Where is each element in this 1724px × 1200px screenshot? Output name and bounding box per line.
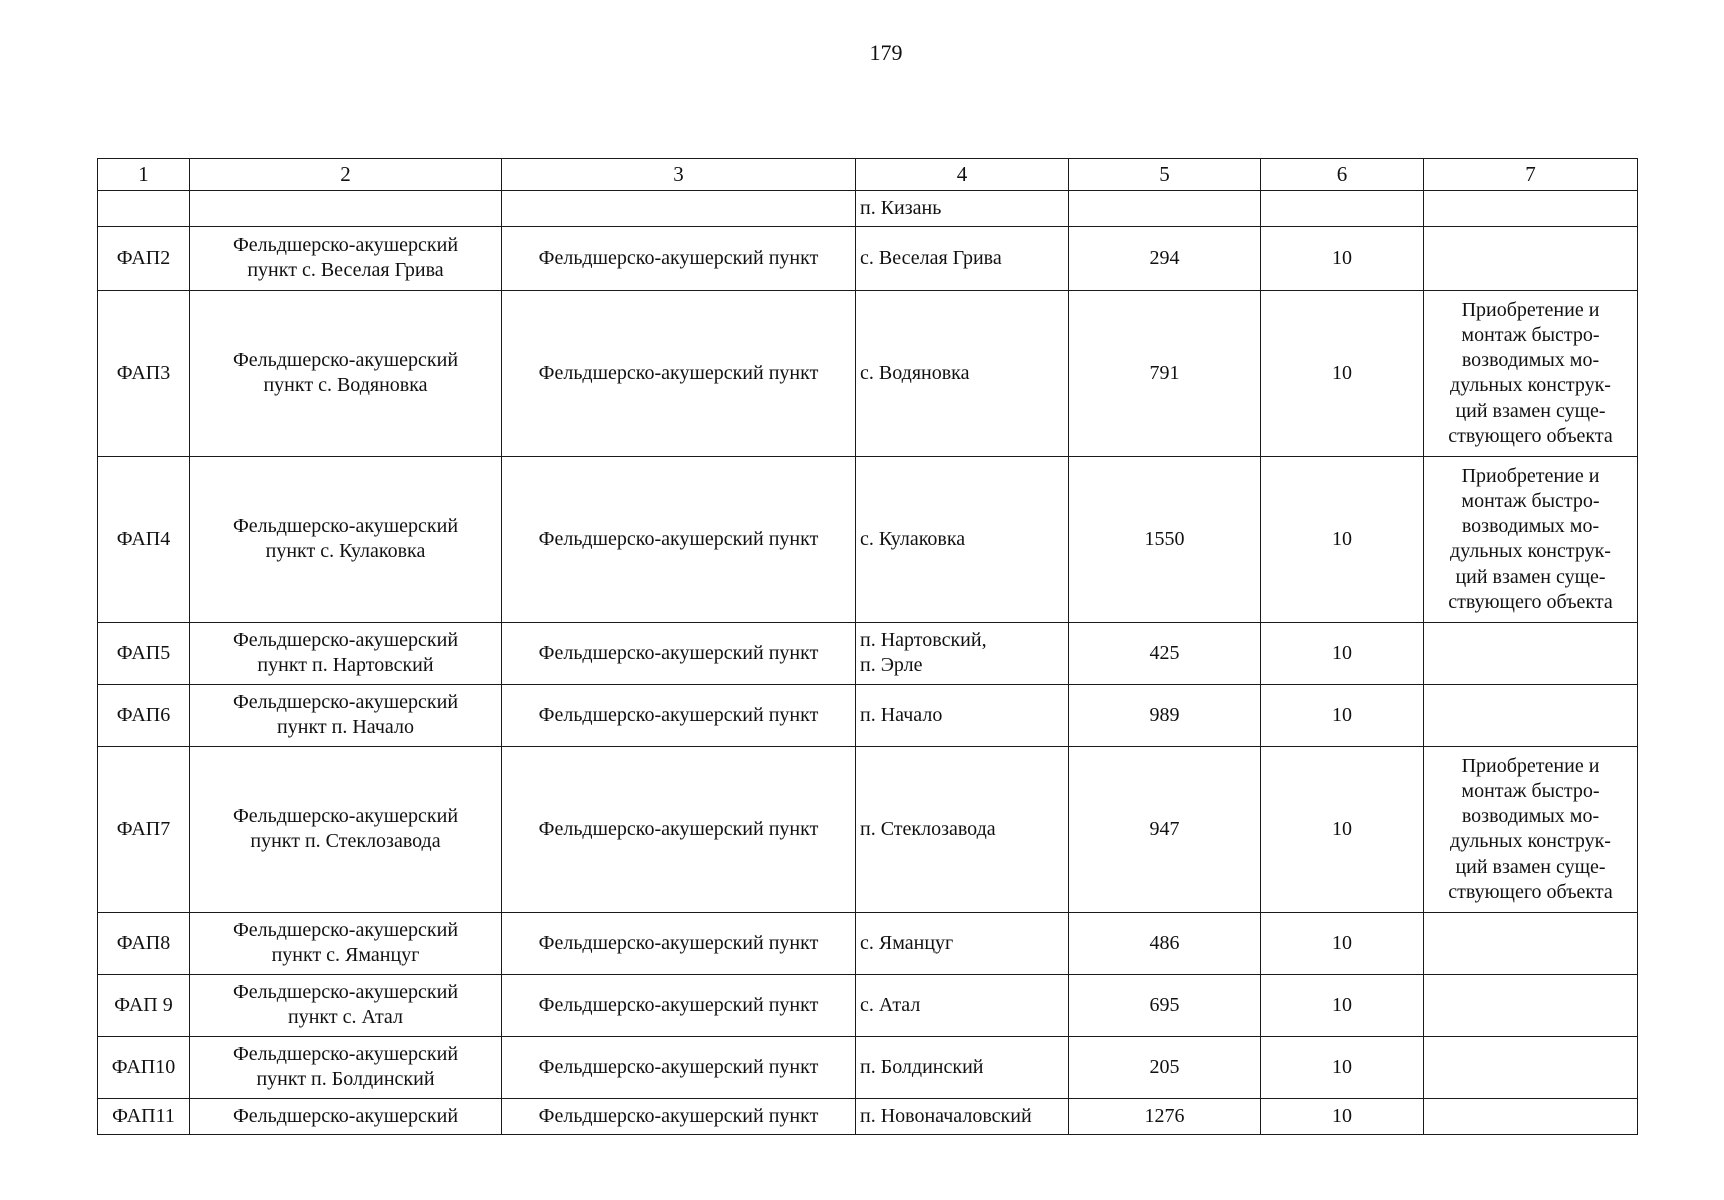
location-cell-line: п. Стеклозавода [860,817,996,840]
col6-cell [1261,622,1424,684]
cell-empty [1261,190,1424,226]
note-cell-line: монтаж быстро- [1461,780,1600,802]
location-cell [856,1036,1069,1098]
population-cell-line: 989 [1149,703,1180,726]
continuation-row [98,190,1638,226]
population-cell-line: 425 [1149,641,1180,664]
col6-cell-line: 10 [1332,361,1352,384]
note-cell-line: Приобретение и [1461,464,1600,487]
type-cell-line: Фельдшерско-акушерский пункт [538,1104,819,1127]
note-cell-line: Приобретение и [1461,298,1600,321]
population-cell-line: 486 [1149,931,1180,954]
note-cell-line: дульных конструк- [1450,374,1611,397]
code-cell [98,290,190,456]
note-cell [1424,746,1638,912]
population-cell [1069,974,1261,1036]
col6-cell [1261,912,1424,974]
location-cell-line: п. Нартовский, [860,628,987,651]
note-cell-line: ций взамен суще- [1455,565,1606,588]
location-cell-line: п. Новоначаловский [860,1104,1032,1127]
location-cell-line: с. Веселая Грива [860,246,1002,269]
code-cell-line: ФАП10 [111,1055,176,1078]
column-header: 3 [502,159,856,191]
type-cell-line: Фельдшерско-акушерский пункт [538,993,819,1016]
col6-cell [1261,1098,1424,1134]
name-cell-line: пункт п. Нартовский [257,654,434,677]
location-cell [856,684,1069,746]
col6-cell [1261,456,1424,622]
type-cell-line: Фельдшерско-акушерский пункт [538,361,819,384]
note-cell-line: ствующего объекта [1448,590,1613,613]
type-cell [502,684,856,746]
type-cell-line: Фельдшерско-акушерский пункт [538,1055,819,1078]
cell-empty [502,190,856,226]
name-cell [190,746,502,912]
code-cell-line: ФАП5 [116,641,171,664]
cell-empty [1424,190,1638,226]
col6-cell-line: 10 [1332,703,1352,726]
col6-cell-line: 10 [1332,1055,1352,1078]
name-cell-line: пункт п. Стеклозавода [250,830,441,853]
location-cell [856,622,1069,684]
name-cell-line: пункт с. Веселая Грива [247,259,444,282]
cell-empty [98,190,190,226]
location-cell [856,912,1069,974]
location-cell [856,290,1069,456]
note-cell-line: ций взамен суще- [1455,855,1606,878]
facilities-table [97,158,1638,1135]
note-cell-line: дульных конструк- [1450,830,1611,853]
type-cell [502,974,856,1036]
type-cell [502,746,856,912]
note-cell-line: монтаж быстро- [1461,490,1600,512]
location-cell: п. Кизань [856,190,1069,226]
table-row [98,456,1638,622]
code-cell-line: ФАП7 [116,817,171,840]
type-cell [502,912,856,974]
name-cell-line: пункт с. Яманцуг [271,944,420,967]
type-cell [502,290,856,456]
note-cell-line: дульных конструк- [1450,540,1611,563]
code-cell-line: ФАП 9 [114,993,173,1016]
name-cell-line: пункт с. Водяновка [263,374,428,397]
population-cell [1069,746,1261,912]
name-cell [190,456,502,622]
population-cell-line: 791 [1149,361,1180,384]
name-cell-line: Фельдшерско-акушерский [232,1042,459,1065]
code-cell-line: ФАП8 [116,931,171,954]
type-cell [502,1098,856,1134]
col6-cell [1261,684,1424,746]
type-cell-line: Фельдшерско-акушерский пункт [538,817,819,840]
code-cell-line: ФАП3 [116,361,171,384]
name-cell-line: пункт с. Кулаковка [265,540,426,563]
type-cell-line: Фельдшерско-акушерский пункт [538,527,819,550]
location-cell [856,1098,1069,1134]
note-cell-line: ствующего объекта [1448,880,1613,903]
population-cell-line: 205 [1149,1055,1180,1078]
type-cell [502,1036,856,1098]
type-cell-line: Фельдшерско-акушерский пункт [538,641,819,664]
type-cell [502,456,856,622]
col6-cell [1261,1036,1424,1098]
population-cell [1069,1036,1261,1098]
code-cell-line: ФАП4 [116,527,171,550]
note-cell-line: возводимых мо- [1461,515,1600,538]
code-cell [98,746,190,912]
name-cell-line: пункт с. Атал [288,1006,403,1029]
note-cell-line: ствующего объекта [1448,424,1613,447]
column-header: 6 [1261,159,1424,191]
location-cell-line: п. Болдинский [860,1055,984,1078]
name-cell-line: Фельдшерско-акушерский [232,233,459,256]
location-cell-line: п. Начало [860,703,943,726]
code-cell [98,1098,190,1134]
page-number: 179 [869,40,903,65]
location-cell-line: с. Яманцуг [860,931,954,954]
name-cell [190,226,502,290]
name-cell-line: пункт п. Болдинский [256,1068,435,1091]
name-cell-line: Фельдшерско-акушерский [232,690,459,713]
name-cell-line: Фельдшерско-акушерский [232,348,459,371]
note-cell [1424,226,1638,290]
cell-empty [1069,190,1261,226]
code-cell [98,622,190,684]
type-cell-line: Фельдшерско-акушерский пункт [538,931,819,954]
table-row [98,622,1638,684]
location-cell-line: с. Водяновка [860,361,970,384]
population-cell-line: 294 [1149,246,1180,269]
note-cell-line: ций взамен суще- [1455,399,1606,422]
population-cell [1069,684,1261,746]
name-cell [190,1098,502,1134]
table-row [98,684,1638,746]
note-cell [1424,456,1638,622]
name-cell-line: Фельдшерско-акушерский [232,804,459,827]
col6-cell-line: 10 [1332,817,1352,840]
col6-cell [1261,974,1424,1036]
location-cell-line: с. Атал [860,993,921,1016]
name-cell-line: Фельдшерско-акушерский [232,514,459,537]
type-cell [502,226,856,290]
name-cell [190,1036,502,1098]
type-cell-line: Фельдшерско-акушерский пункт [538,246,819,269]
col6-cell-line: 10 [1332,641,1352,664]
column-header: 1 [98,159,190,191]
population-cell-line: 947 [1149,817,1180,840]
code-cell-line: ФАП11 [112,1104,175,1127]
note-cell [1424,1036,1638,1098]
table-row [98,746,1638,912]
name-cell [190,974,502,1036]
code-cell [98,912,190,974]
column-header: 7 [1424,159,1638,191]
col6-cell [1261,226,1424,290]
note-cell [1424,684,1638,746]
location-cell [856,974,1069,1036]
location-cell-line: п. Эрле [860,654,923,677]
name-cell [190,290,502,456]
name-cell-line: Фельдшерско-акушерский [232,1104,459,1127]
column-header: 2 [190,159,502,191]
name-cell [190,912,502,974]
note-cell [1424,974,1638,1036]
population-cell [1069,912,1261,974]
name-cell [190,622,502,684]
code-cell [98,1036,190,1098]
col6-cell-line: 10 [1332,1104,1352,1127]
type-cell-line: Фельдшерско-акушерский пункт [538,703,819,726]
note-cell-line: возводимых мо- [1461,349,1600,372]
col6-cell [1261,290,1424,456]
note-cell [1424,622,1638,684]
cell-empty [190,190,502,226]
column-header: 4 [856,159,1069,191]
population-cell [1069,226,1261,290]
code-cell [98,684,190,746]
population-cell [1069,1098,1261,1134]
population-cell [1069,456,1261,622]
table-row [98,1098,1638,1134]
name-cell-line: Фельдшерско-акушерский [232,918,459,941]
note-cell [1424,912,1638,974]
note-cell-line: возводимых мо- [1461,805,1600,828]
name-cell-line: пункт п. Начало [277,716,414,739]
population-cell [1069,290,1261,456]
location-cell [856,226,1069,290]
note-cell-line: Приобретение и [1461,754,1600,777]
header-row [98,159,1638,191]
population-cell-line: 695 [1149,993,1180,1016]
location-cell [856,746,1069,912]
population-cell-line: 1550 [1144,527,1185,550]
location-cell [856,456,1069,622]
name-cell-line: Фельдшерско-акушерский [232,980,459,1003]
code-cell-line: ФАП2 [116,246,171,269]
name-cell-line: Фельдшерско-акушерский [232,628,459,651]
col6-cell-line: 10 [1332,931,1352,954]
code-cell [98,974,190,1036]
table-row [98,974,1638,1036]
note-cell [1424,1098,1638,1134]
table-row [98,1036,1638,1098]
population-cell [1069,622,1261,684]
note-cell-line: монтаж быстро- [1461,324,1600,346]
col6-cell-line: 10 [1332,527,1352,550]
column-header: 5 [1069,159,1261,191]
population-cell-line: 1276 [1144,1104,1185,1127]
code-cell [98,456,190,622]
type-cell [502,622,856,684]
table-row [98,226,1638,290]
col6-cell-line: 10 [1332,993,1352,1016]
col6-cell-line: 10 [1332,246,1352,269]
table-row [98,912,1638,974]
location-cell-line: с. Кулаковка [860,527,966,550]
note-cell [1424,290,1638,456]
name-cell [190,684,502,746]
col6-cell [1261,746,1424,912]
code-cell [98,226,190,290]
table-row [98,290,1638,456]
code-cell-line: ФАП6 [116,703,171,726]
